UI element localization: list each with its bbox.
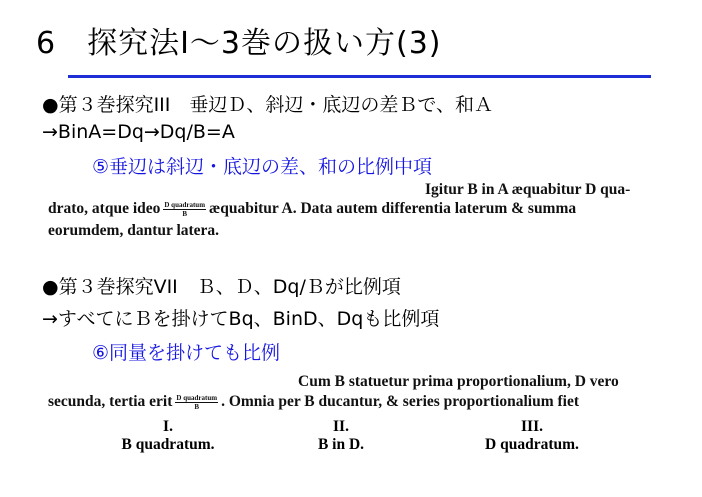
series-column-number: II. [333,418,349,435]
series-column-3 [478,418,586,454]
series-column-term: B quadratum. [121,436,215,453]
section2-latin-line2-start: secunda, tertia erit [48,393,173,410]
section2-formula: →すべてにＢを掛けてBq、BinD、Dqも比例項 [42,308,440,330]
section1-fraction [163,201,206,218]
section1-latin-line3: eorumdem, dantur latera. [48,222,220,239]
fraction-numerator: D quadratum [164,200,206,209]
section2-latin-line1: Cum B statuetur prima proportionalium, D vero [298,373,619,390]
series-column-term: D quadratum. [485,436,579,453]
section1-latin-line2-start: drato, atque ideo [48,200,161,217]
fraction-denominator: B [182,209,188,218]
fraction-numerator: D quadratum [176,393,218,402]
series-column-term: B in D. [317,436,365,453]
series-column-number: I. [163,418,173,435]
series-column-1 [118,418,218,454]
section2-latin-line2 [48,393,579,411]
page-title: 6 探究法Ⅰ〜3巻の扱い方(3) [36,26,442,61]
section1-latin-line2 [48,200,576,218]
series-column-number: III. [521,418,543,435]
series-column-2 [296,418,386,454]
section2-latin-line2-end: . Omnia per B ducantur, & series proportionalium fiet [221,393,580,410]
section2-fraction [175,394,218,411]
title-underline [68,75,651,78]
section1-heading: ●第３巻探究ⅠⅠⅠ 垂辺Ｄ、斜辺・底辺の差Ｂで、和Ａ [42,94,494,116]
section2-heading: ●第３巻探究ⅤⅠⅠ Ｂ、Ｄ、Dq/Ｂが比例項 [42,276,401,298]
section1-latin-line2-end: æquabitur A. Data autem differentia laterum & summa [209,200,577,217]
section1-formula: →BinA=Dq→Dq/B=A [42,121,235,143]
section1-note: ⑤垂辺は斜辺・底辺の差、和の比例中項 [92,156,433,178]
section2-note: ⑥同量を掛けても比例 [92,342,281,364]
section1-latin-line1: Igitur B in A æquabitur D qua- [425,181,631,198]
fraction-denominator: B [194,402,200,411]
